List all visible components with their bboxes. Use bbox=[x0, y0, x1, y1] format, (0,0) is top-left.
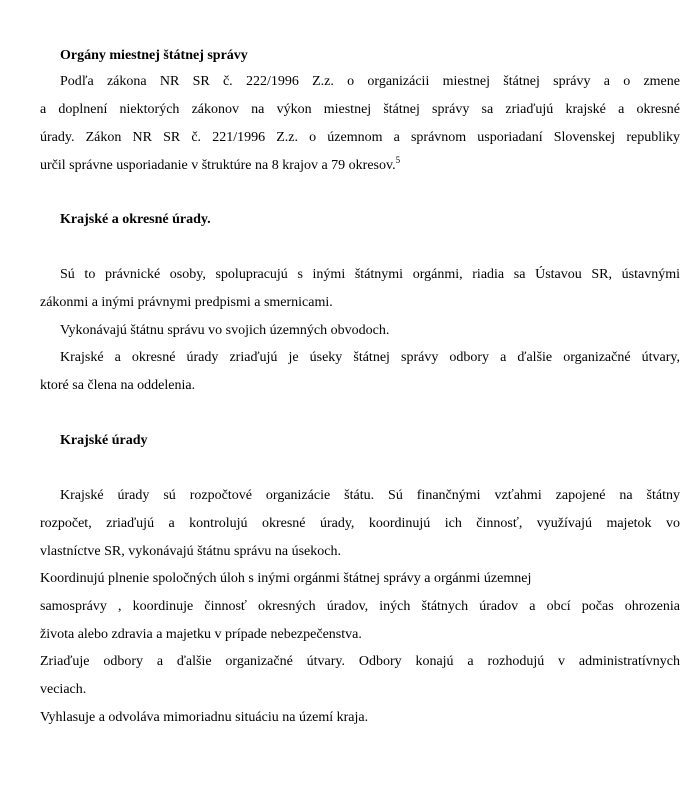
paragraph-line: Vyhlasuje a odvoláva mimoriadnu situáciu na území kraja. bbox=[40, 710, 369, 725]
paragraph-line: úrady. Zákon NR SR č. 221/1996 Z.z. o územnom a správnom usporiadaní Slovenskej republiky bbox=[40, 130, 680, 145]
footnote-marker: 5 bbox=[395, 155, 401, 165]
paragraph-line: Podľa zákona NR SR č. 222/1996 Z.z. o organizácii miestnej štátnej správy a o zmene bbox=[60, 74, 680, 89]
paragraph-line: Zriaďuje odbory a ďalšie organizačné útvary. Odbory konajú a rozhodujú v administratívnych bbox=[40, 654, 680, 669]
heading-krajske-a-okresne-urady: Krajské a okresné úrady. bbox=[60, 212, 211, 227]
paragraph-line: Sú to právnické osoby, spolupracujú s inými štátnymi orgánmi, riadia sa Ústavou SR, ústavnými bbox=[60, 267, 680, 282]
paragraph-line: vlastníctve SR, vykonávajú štátnu správu na úsekoch. bbox=[40, 544, 341, 559]
paragraph-line-with-footnote bbox=[40, 157, 400, 175]
paragraph-line: rozpočet, zriaďujú a kontrolujú okresné úrady, koordinujú ich činnosť, využívajú majetok vo bbox=[40, 516, 680, 531]
paragraph-line: ktoré sa člena na oddelenia. bbox=[40, 378, 196, 393]
paragraph-line: samosprávy , koordinuje činnosť okresných úradov, iných štátnych úradov a obcí počas ohrozenia bbox=[40, 599, 680, 614]
paragraph-line: a doplnení niektorých zákonov na výkon miestnej štátnej správy sa zriaďujú krajské a okresné bbox=[40, 102, 680, 117]
paragraph-line: Krajské úrady sú rozpočtové organizácie štátu. Sú finančnými vzťahmi zapojené na štátny bbox=[60, 488, 680, 503]
paragraph-line: veciach. bbox=[40, 682, 87, 697]
paragraph-line: Vykonávajú štátnu správu vo svojich územných obvodoch. bbox=[60, 323, 390, 338]
heading-organy-miestnej-statnej-spravy: Orgány miestnej štátnej správy bbox=[60, 48, 248, 63]
heading-krajske-urady: Krajské úrady bbox=[60, 433, 148, 448]
paragraph-text: určil správne usporiadanie v štruktúre na 8 krajov a 79 okresov. bbox=[40, 158, 396, 173]
paragraph-line: Krajské a okresné úrady zriaďujú je úseky štátnej správy odbory a ďalšie organizačné útvary, bbox=[60, 350, 680, 365]
paragraph-line: života alebo zdravia a majetku v prípade nebezpečenstva. bbox=[40, 627, 362, 642]
paragraph-line: Koordinujú plnenie spoločných úloh s inými orgánmi štátnej správy a orgánmi územnej bbox=[40, 571, 532, 586]
paragraph-line: zákonmi a inými právnymi predpismi a smernicami. bbox=[40, 295, 333, 310]
